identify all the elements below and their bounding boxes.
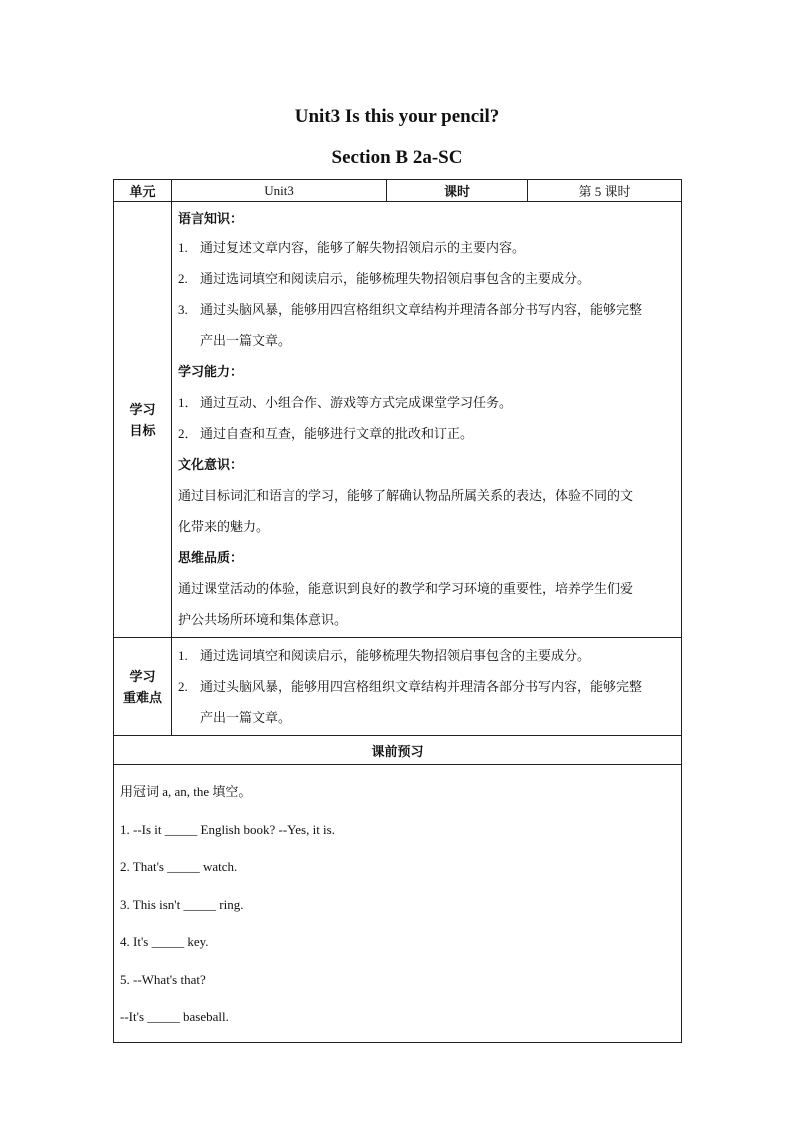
key-point-text: 通过头脑风暴，能够用四宫格组织文章结构并理清各部分书写内容，能够完整 [200, 679, 643, 694]
period-label: 课时 [387, 180, 528, 202]
key-points-label-line2: 重难点 [122, 689, 162, 705]
key-points-row [114, 638, 682, 736]
key-points-content [172, 638, 682, 736]
preview-instruction: 用冠词 a, an, the 填空。 [120, 784, 252, 799]
ability-heading: 学习能力： [178, 364, 244, 379]
ability-item [178, 387, 675, 418]
objectives-row [114, 202, 682, 638]
key-point-text: 通过选词填空和阅读启示，能够梳理失物招领启事包含的主要成分。 [200, 648, 591, 663]
objectives-label-line1: 学习 [129, 401, 156, 417]
preview-content [114, 765, 682, 1043]
culture-heading: 文化意识： [178, 457, 244, 472]
key-point-num: 2. [178, 679, 188, 694]
preview-heading: 课前预习 [114, 736, 682, 765]
preview-question: 3. This isn't _____ ring. [120, 896, 244, 912]
period-value: 第 5 课时 [528, 180, 682, 202]
language-item [178, 294, 675, 325]
ability-item-text: 通过自查和互查，能够进行文章的批改和订正。 [200, 426, 474, 441]
language-item [178, 232, 675, 263]
ability-item-text: 通过互动、小组合作、游戏等方式完成课堂学习任务。 [200, 395, 513, 410]
preview-content-row [114, 765, 682, 1043]
key-point-continuation: 产出一篇文章。 [200, 710, 292, 725]
preview-question: 1. --Is it _____ English book? --Yes, it is. [120, 821, 335, 837]
language-item-text: 通过头脑风暴，能够用四宫格组织文章结构并理清各部分书写内容，能够完整 [200, 302, 643, 317]
unit-value: Unit3 [172, 180, 387, 202]
language-item-num: 3. [178, 302, 188, 317]
lesson-plan-table [113, 179, 682, 1043]
key-point-item [178, 640, 675, 671]
language-item-num: 2. [178, 271, 188, 286]
language-item-continuation: 产出一篇文章。 [200, 333, 292, 348]
language-item [178, 263, 675, 294]
preview-question: 2. That's _____ watch. [120, 859, 238, 874]
culture-line: 化带来的魅力。 [178, 519, 270, 534]
preview-heading-row [114, 736, 682, 765]
ability-item-num: 1． [178, 395, 198, 410]
key-points-label-line1: 学习 [129, 668, 156, 684]
page-subtitle: Section B 2a-SC [331, 147, 463, 168]
language-heading: 语言知识： [178, 211, 244, 226]
page-title: Unit3 Is this your pencil? [294, 106, 500, 127]
thinking-heading: 思维品质： [178, 550, 244, 565]
unit-label: 单元 [114, 180, 172, 202]
thinking-line: 通过课堂活动的体验，能意识到良好的教学和学习环境的重要性，培养学生们爱 [178, 581, 634, 596]
ability-item [178, 418, 675, 449]
key-point-num: 1. [178, 648, 188, 663]
preview-question: --It's _____ baseball. [120, 1009, 229, 1024]
header-row [114, 180, 682, 202]
objectives-label-line2: 目标 [129, 422, 156, 438]
key-point-item [178, 671, 675, 702]
thinking-line: 护公共场所环境和集体意识。 [178, 612, 348, 627]
culture-line: 通过目标词汇和语言的学习，能够了解确认物品所属关系的表达，体验不同的文 [178, 488, 634, 503]
objectives-label [114, 202, 172, 638]
preview-question: 5. --What's that? [120, 971, 206, 987]
key-points-label [114, 638, 172, 736]
language-item-text: 通过选词填空和阅读启示，能够梳理失物招领启事包含的主要成分。 [200, 271, 591, 286]
preview-question: 4. It's _____ key. [120, 934, 209, 949]
ability-item-num: 2． [178, 426, 198, 441]
language-item-text: 通过复述文章内容，能够了解失物招领启示的主要内容。 [200, 240, 526, 255]
language-item-num: 1. [178, 240, 188, 255]
objectives-content [172, 202, 682, 638]
